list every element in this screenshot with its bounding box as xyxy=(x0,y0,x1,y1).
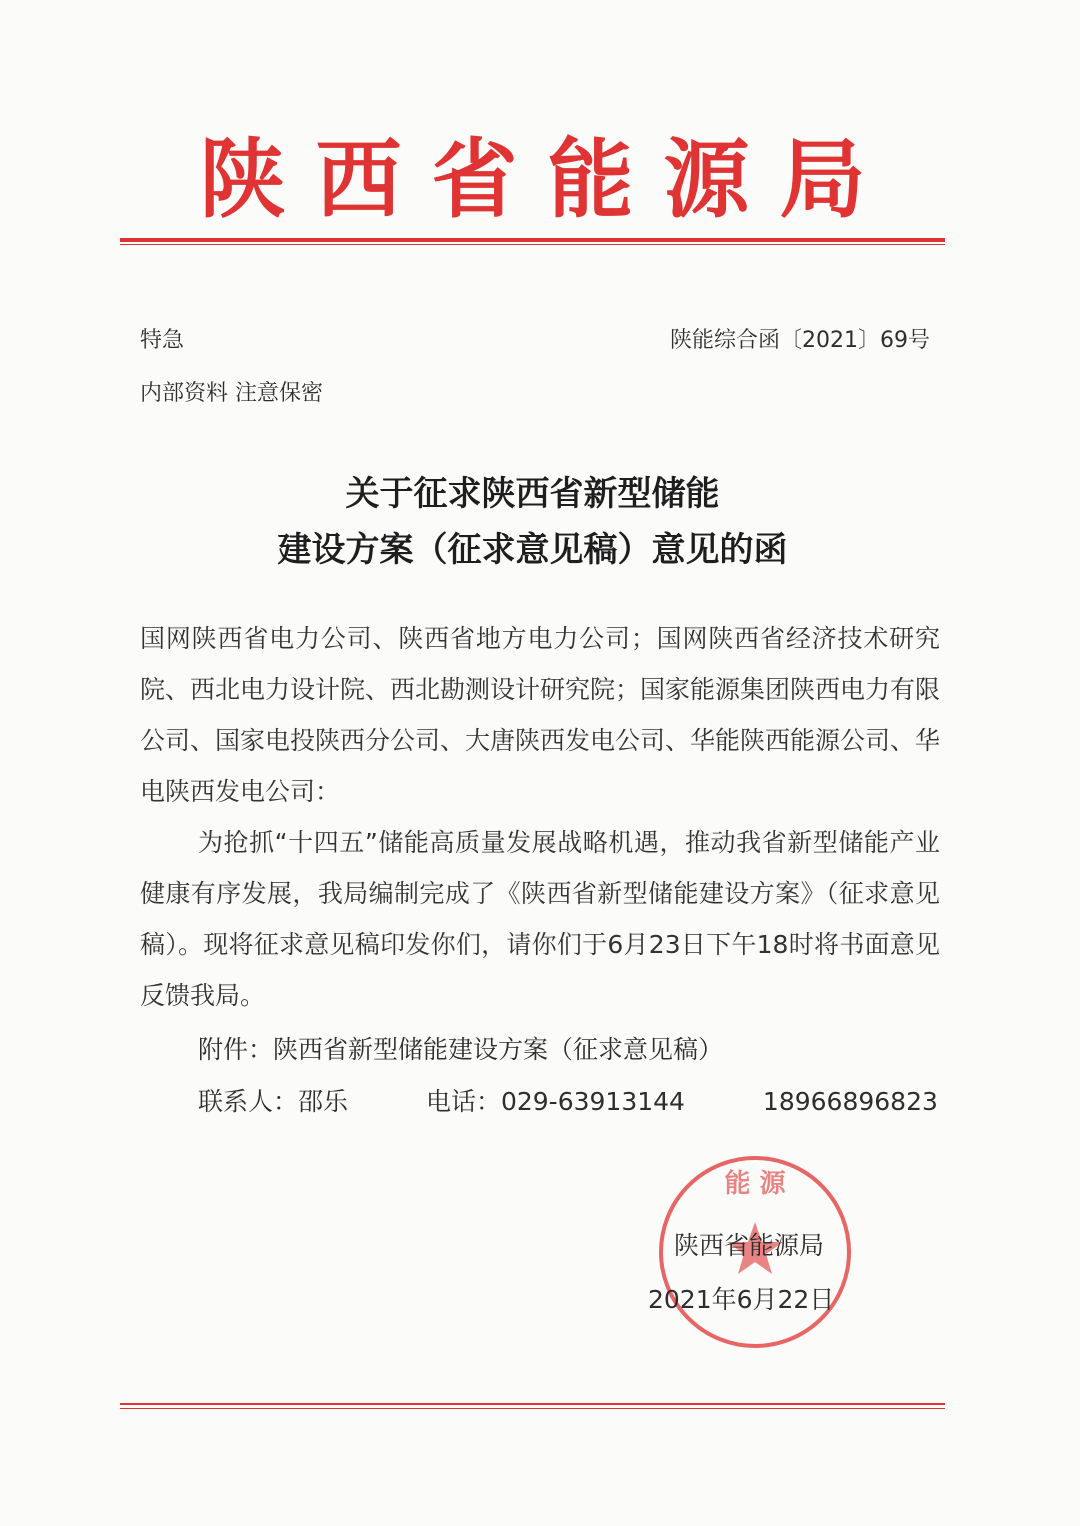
contact-row xyxy=(198,1076,938,1127)
contact-person: 联系人：邵乐 xyxy=(198,1087,349,1116)
bottom-red-rule xyxy=(120,1403,945,1405)
attachment-line: 附件：陕西省新型储能建设方案（征求意见稿） xyxy=(198,1035,724,1064)
title-line-1: 关于征求陕西省新型储能 xyxy=(345,474,720,514)
urgency-label: 特急 xyxy=(140,328,185,353)
main-paragraph: 为抢抓“十四五”储能高质量发展战略机遇，推动我省新型储能产业健康有序发展，我局编制完成了《陕西省新型储能建设方案》（征求意见稿）。现将征求意见稿印发你们，请你们于6月23日下午18时将书面意见反馈我局。 xyxy=(140,828,940,1010)
contact-phone: 电话：029-63913144 xyxy=(425,1087,685,1116)
classification-label: 内部资料 注意保密 xyxy=(140,381,323,406)
contact-mobile: 18966896823 xyxy=(762,1087,938,1116)
recipients-paragraph: 国网陕西省电力公司、陕西省地方电力公司；国网陕西省经济技术研究院、西北电力设计院、西北勘测设计研究院；国家能源集团陕西电力有限公司、国家电投陕西分公司、大唐陕西发电公司、华能陕西能源公司、华电陕西发电公司： xyxy=(140,624,941,806)
bottom-red-rule-thin xyxy=(120,1408,945,1409)
document-number: 陕能综合函〔2021〕69号 xyxy=(670,328,930,353)
title-line-2: 建设方案（征求意见稿）意见的函 xyxy=(277,530,788,570)
document-title xyxy=(120,466,945,578)
top-red-rule-thin xyxy=(120,244,945,245)
org-masthead: 陕西省能源局 xyxy=(199,129,896,230)
signature-date: 2021年6月22日 xyxy=(648,1285,835,1314)
letter-body xyxy=(140,613,940,1021)
signature-org: 陕西省能源局 xyxy=(674,1231,825,1260)
seal-text: 能 源 xyxy=(724,1169,786,1199)
top-red-rule xyxy=(120,238,945,242)
